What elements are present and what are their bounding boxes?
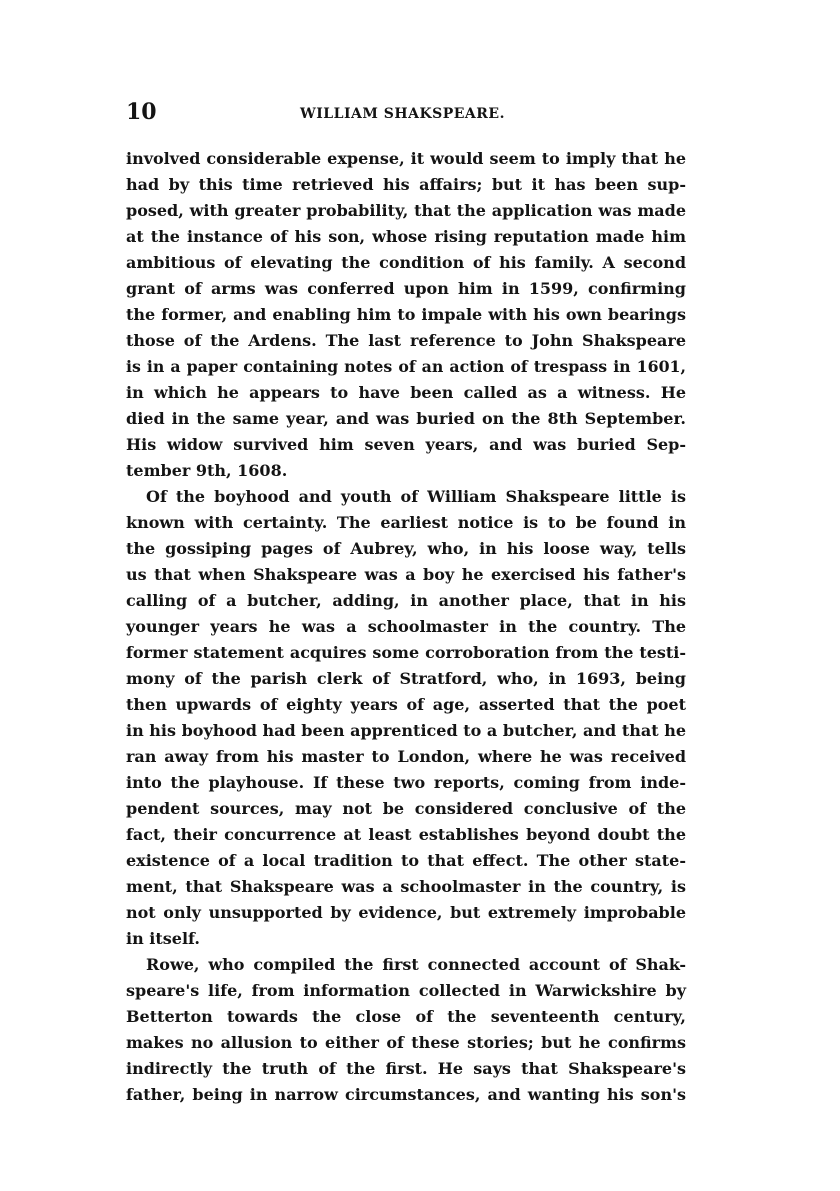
- text-line: then upwards of eighty years of age, asserted that the poet: [126, 695, 686, 714]
- text-line: father, being in narrow circumstances, and wanting his son's: [126, 1085, 686, 1104]
- text-line: ran away from his master to London, where he was received: [126, 747, 686, 766]
- text-line: fact, their concurrence at least establishes beyond doubt the: [126, 825, 686, 844]
- text-line: in itself.: [126, 929, 200, 948]
- text-line: had by this time retrieved his affairs; but it has been sup-: [126, 175, 686, 194]
- text-line: in his boyhood had been apprenticed to a butcher, and that he: [126, 721, 686, 740]
- paragraph: [126, 484, 686, 952]
- text-line: younger years he was a schoolmaster in the country. The: [126, 617, 686, 636]
- text-line: is in a paper containing notes of an action of trespass in 1601,: [126, 357, 686, 376]
- body-text: [126, 146, 686, 1108]
- text-line: Of the boyhood and youth of William Shakspeare little is: [146, 487, 686, 506]
- text-line: Rowe, who compiled the first connected account of Shak-: [146, 955, 686, 974]
- text-line: the former, and enabling him to impale with his own bearings: [126, 305, 686, 324]
- text-line: the gossiping pages of Aubrey, who, in his loose way, tells: [126, 539, 686, 558]
- text-line: into the playhouse. If these two reports, coming from inde-: [126, 773, 686, 792]
- paragraph: [126, 146, 686, 484]
- text-line: ment, that Shakspeare was a schoolmaster in the country, is: [126, 877, 686, 896]
- text-line: tember 9th, 1608.: [126, 461, 288, 480]
- running-title: WILLIAM SHAKSPEARE.: [300, 106, 505, 122]
- text-line: died in the same year, and was buried on the 8th September.: [126, 409, 686, 428]
- text-line: not only unsupported by evidence, but extremely improbable: [126, 903, 686, 922]
- text-line: us that when Shakspeare was a boy he exercised his father's: [126, 565, 686, 584]
- text-line: Betterton towards the close of the seventeenth century,: [126, 1007, 686, 1026]
- text-line: pendent sources, may not be considered conclusive of the: [126, 799, 686, 818]
- text-line: posed, with greater probability, that the application was made: [126, 201, 686, 220]
- text-line: involved considerable expense, it would seem to imply that he: [126, 149, 686, 168]
- text-line: former statement acquires some corroboration from the testi-: [126, 643, 686, 662]
- text-line: ambitious of elevating the condition of his family. A second: [126, 253, 686, 272]
- paragraph: [126, 952, 686, 1108]
- text-line: in which he appears to have been called as a witness. He: [126, 383, 686, 402]
- text-line: grant of arms was conferred upon him in 1599, confirming: [126, 279, 686, 298]
- text-line: indirectly the truth of the first. He says that Shakspeare's: [126, 1059, 686, 1078]
- text-line: mony of the parish clerk of Stratford, who, in 1693, being: [126, 669, 686, 688]
- text-line: known with certainty. The earliest notice is to be found in: [126, 513, 686, 532]
- text-line: speare's life, from information collected in Warwickshire by: [126, 981, 686, 1000]
- text-line: those of the Ardens. The last reference to John Shakspeare: [126, 331, 686, 350]
- text-line: makes no allusion to either of these stories; but he confirms: [126, 1033, 686, 1052]
- text-line: His widow survived him seven years, and was buried Sep-: [126, 435, 686, 454]
- page-number: 10: [126, 99, 157, 125]
- text-line: at the instance of his son, whose rising reputation made him: [126, 227, 686, 246]
- text-line: calling of a butcher, adding, in another place, that in his: [126, 591, 686, 610]
- text-line: existence of a local tradition to that effect. The other state-: [126, 851, 686, 870]
